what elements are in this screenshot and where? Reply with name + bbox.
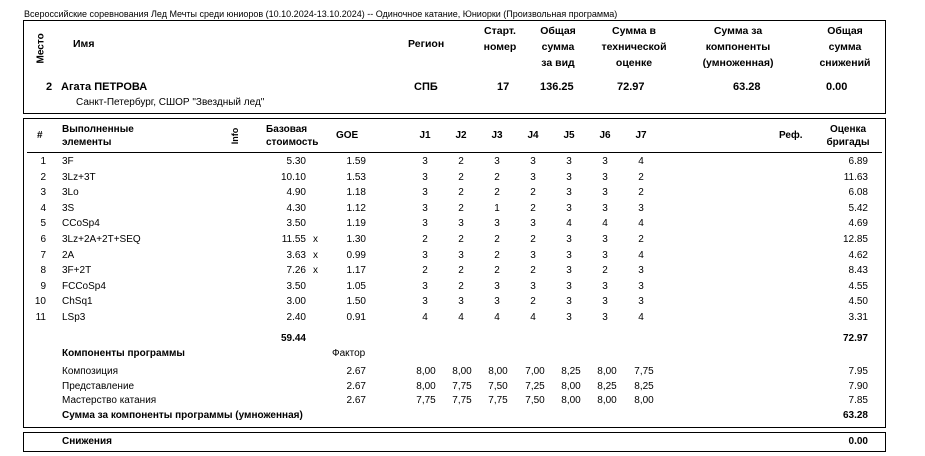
pcs-header: Сумма за компоненты (умноженная)	[702, 25, 774, 69]
element-panel-score: 4.62	[848, 249, 868, 261]
judge-goe-mark: 3	[422, 171, 428, 183]
deductions-header: Общая сумма снижений	[819, 25, 871, 69]
judge-goe-mark: 4	[422, 312, 428, 323]
element-base-value: 5.30	[286, 156, 306, 167]
judge-goe-mark: 3	[602, 156, 608, 167]
element-number: 7	[40, 249, 46, 261]
judge-goe-mark: 3	[494, 218, 500, 230]
component-name: Композиция	[62, 366, 119, 377]
element-panel-score: 4.50	[848, 296, 868, 308]
judge-goe-mark: 2	[638, 187, 644, 199]
goe-header: GOE	[336, 130, 359, 141]
element-panel-score: 3.31	[848, 312, 868, 323]
element-base-value: 3.50	[286, 218, 306, 230]
element-second-half-mark: x	[313, 265, 318, 277]
element-goe: 1.59	[346, 156, 366, 167]
element-number: 11	[35, 312, 46, 323]
judge-goe-mark: 2	[458, 234, 464, 245]
element-number: 1	[40, 156, 46, 167]
element-base-value: 3.00	[286, 296, 306, 308]
judge-goe-mark: 4	[458, 312, 464, 323]
judge-goe-mark: 3	[530, 171, 536, 183]
element-base-value: 4.30	[286, 202, 306, 214]
components-total-value: 63.28	[842, 410, 868, 421]
judge-goe-mark: 3	[494, 156, 500, 167]
component-judge-mark: 8,25	[561, 366, 581, 377]
judge-goe-mark: 3	[602, 202, 608, 214]
component-judge-mark: 7,75	[488, 395, 508, 407]
element-code: 2A	[62, 249, 75, 261]
element-base-value: 4.90	[286, 187, 306, 199]
judge-goe-mark: 3	[602, 234, 608, 245]
judge-goe-mark: 4	[638, 218, 644, 230]
judge-goe-mark: 4	[566, 218, 572, 230]
deductions-value: 0.00	[848, 436, 868, 447]
elements-header-divider	[27, 152, 882, 153]
element-base-value: 7.26	[286, 265, 306, 277]
judge-goe-mark: 2	[602, 265, 608, 277]
name-header: Имя	[73, 38, 95, 50]
element-base-value: 3.63	[286, 249, 306, 261]
judge-goe-mark: 3	[602, 187, 608, 199]
judge-goe-mark: 3	[566, 296, 572, 308]
component-factor: 2.67	[346, 380, 366, 392]
component-judge-mark: 8,25	[634, 380, 654, 392]
judge-header: J5	[563, 130, 575, 141]
judge-goe-mark: 3	[638, 202, 644, 214]
element-panel-score: 11.63	[843, 171, 868, 183]
element-goe: 1.18	[346, 187, 366, 199]
judge-goe-mark: 3	[566, 171, 572, 183]
component-judge-mark: 8,00	[634, 395, 654, 407]
judge-goe-mark: 3	[422, 187, 428, 199]
judge-goe-mark: 2	[530, 265, 536, 277]
component-judge-mark: 7,75	[452, 395, 472, 407]
judge-goe-mark: 2	[638, 234, 644, 245]
element-number: 5	[40, 218, 46, 230]
deductions-label: Снижения	[62, 436, 112, 447]
judge-goe-mark: 2	[458, 156, 464, 167]
judge-goe-mark: 4	[602, 218, 608, 230]
judge-goe-mark: 3	[530, 249, 536, 261]
judge-goe-mark: 3	[566, 234, 572, 245]
factor-label: Фактор	[332, 348, 366, 359]
component-judge-mark: 7,75	[416, 395, 436, 407]
judge-goe-mark: 2	[494, 187, 500, 199]
referee-header: Реф.	[779, 130, 803, 141]
element-number: 4	[40, 202, 46, 214]
judge-goe-mark: 3	[458, 218, 464, 230]
element-number: 3	[40, 187, 46, 199]
judge-goe-mark: 3	[422, 202, 428, 214]
element-panel-score: 6.08	[848, 187, 868, 199]
element-base-value: 10.10	[280, 171, 306, 183]
element-goe: 1.50	[346, 296, 366, 308]
element-base-value: 11.55	[281, 234, 306, 245]
element-goe: 1.53	[346, 171, 366, 183]
judge-goe-mark: 3	[422, 218, 428, 230]
component-judge-mark: 8,00	[416, 380, 436, 392]
component-score: 7.95	[848, 366, 868, 377]
judge-goe-mark: 2	[458, 265, 464, 277]
panel-score-header: Оценка бригады	[826, 124, 870, 148]
element-code: FCCoSp4	[62, 280, 106, 292]
component-judge-mark: 7,00	[525, 366, 545, 377]
judge-goe-mark: 4	[494, 312, 500, 323]
skater-place: 2	[46, 81, 53, 93]
judge-goe-mark: 3	[566, 265, 572, 277]
judge-header: J6	[599, 130, 611, 141]
judge-goe-mark: 3	[566, 187, 572, 199]
judge-header: J7	[635, 130, 647, 141]
judge-goe-mark: 3	[602, 296, 608, 308]
skater-deductions: 0.00	[826, 81, 848, 93]
component-judge-mark: 7,50	[488, 380, 508, 392]
element-panel-score: 4.55	[848, 280, 868, 292]
element-goe: 1.30	[346, 234, 366, 245]
element-panel-score: 8.43	[848, 265, 868, 277]
judge-goe-mark: 3	[566, 156, 572, 167]
event-title: Всероссийские соревнования Лед Мечты среди юниоров (10.10.2024-13.10.2024) -- Одиночное катание, Юниорки (Произвольная программа)	[24, 9, 618, 19]
judge-header: J1	[419, 130, 431, 141]
place-header: Место	[35, 33, 47, 64]
judge-goe-mark: 3	[638, 280, 644, 292]
component-judge-mark: 7,25	[525, 380, 545, 392]
judge-goe-mark: 2	[530, 187, 536, 199]
judge-goe-mark: 2	[422, 265, 428, 277]
component-name: Представление	[62, 380, 135, 392]
component-score: 7.85	[848, 395, 868, 407]
element-panel-score: 6.89	[848, 156, 868, 167]
start-no-header: Старт. номер	[483, 25, 517, 53]
judge-goe-mark: 2	[530, 234, 536, 245]
region-header: Регион	[408, 38, 445, 50]
element-number: 10	[34, 296, 46, 308]
element-second-half-mark: x	[313, 249, 318, 261]
elements-header: Выполненные элементы	[62, 124, 134, 148]
judge-goe-mark: 3	[530, 280, 536, 292]
element-code: LSp3	[62, 312, 86, 323]
component-factor: 2.67	[346, 366, 366, 377]
skater-start-no: 17	[497, 81, 510, 93]
element-base-value: 3.50	[286, 280, 306, 292]
element-goe: 1.19	[346, 218, 366, 230]
deductions-box	[23, 432, 886, 452]
element-code: 3F+2T	[62, 265, 92, 277]
component-judge-mark: 8,00	[488, 366, 508, 377]
components-total-label: Сумма за компоненты программы (умноженная)	[62, 410, 303, 421]
judge-goe-mark: 3	[458, 249, 464, 261]
judge-goe-mark: 3	[422, 296, 428, 308]
element-code: 3Lo	[62, 187, 79, 199]
element-number: 9	[40, 280, 46, 292]
component-judge-mark: 8,00	[597, 366, 617, 377]
base-value-header: Базовая стоимость	[266, 124, 319, 148]
component-judge-mark: 8,00	[452, 366, 472, 377]
component-judge-mark: 8,00	[561, 380, 581, 392]
skater-name: Агата ПЕТРОВА	[61, 81, 148, 93]
component-judge-mark: 7,75	[452, 380, 472, 392]
component-score: 7.90	[848, 380, 868, 392]
elements-total-score: 72.97	[842, 333, 868, 344]
total-header: Общая сумма за вид	[540, 25, 576, 69]
judge-goe-mark: 3	[530, 156, 536, 167]
judge-goe-mark: 3	[566, 280, 572, 292]
element-number: 6	[40, 234, 46, 245]
judge-goe-mark: 4	[638, 156, 644, 167]
judge-goe-mark: 2	[530, 202, 536, 214]
judge-goe-mark: 2	[458, 187, 464, 199]
element-base-value: 2.40	[286, 312, 306, 323]
judge-goe-mark: 3	[602, 312, 608, 323]
judge-goe-mark: 3	[566, 202, 572, 214]
judge-goe-mark: 3	[602, 249, 608, 261]
judge-goe-mark: 4	[530, 312, 536, 323]
judge-goe-mark: 2	[458, 202, 464, 214]
judge-goe-mark: 3	[530, 218, 536, 230]
components-title: Компоненты программы	[62, 348, 185, 359]
judge-goe-mark: 3	[458, 296, 464, 308]
judge-header: J4	[527, 130, 539, 141]
element-panel-score: 4.69	[848, 218, 868, 230]
skater-club: Санкт-Петербург, СШОР "Звездный лед"	[76, 97, 265, 108]
element-second-half-mark: x	[313, 234, 318, 245]
element-code: 3Lz+2A+2T+SEQ	[62, 234, 141, 245]
element-number: 2	[40, 171, 46, 183]
judge-header: J2	[455, 130, 467, 141]
judge-goe-mark: 3	[566, 312, 572, 323]
component-judge-mark: 7,75	[634, 366, 654, 377]
skater-total: 136.25	[540, 81, 574, 93]
component-judge-mark: 8,00	[597, 395, 617, 407]
tes-header: Сумма в технической оценке	[601, 25, 667, 69]
elements-total-base: 59.44	[280, 333, 306, 344]
element-goe: 0.99	[346, 249, 366, 261]
judge-goe-mark: 2	[530, 296, 536, 308]
component-judge-mark: 7,50	[525, 395, 545, 407]
judge-goe-mark: 3	[422, 156, 428, 167]
judge-goe-mark: 3	[602, 171, 608, 183]
judge-goe-mark: 2	[494, 234, 500, 245]
judge-goe-mark: 3	[422, 249, 428, 261]
judge-goe-mark: 2	[494, 171, 500, 183]
component-judge-mark: 8,00	[416, 366, 436, 377]
element-panel-score: 5.42	[848, 202, 868, 214]
element-code: 3Lz+3T	[62, 171, 96, 183]
info-header: Info	[230, 127, 240, 145]
component-judge-mark: 8,00	[561, 395, 581, 407]
judge-goe-mark: 2	[458, 171, 464, 183]
judge-goe-mark: 2	[638, 171, 644, 183]
judge-header: J3	[491, 130, 503, 141]
num-header: #	[37, 130, 43, 141]
component-name: Мастерство катания	[62, 395, 157, 407]
judge-goe-mark: 2	[458, 280, 464, 292]
component-judge-mark: 8,25	[597, 380, 617, 392]
judge-goe-mark: 3	[602, 280, 608, 292]
judge-goe-mark: 2	[422, 234, 428, 245]
element-panel-score: 12.85	[842, 234, 868, 245]
judge-goe-mark: 4	[638, 312, 644, 323]
component-factor: 2.67	[346, 395, 366, 407]
element-goe: 1.17	[346, 265, 366, 277]
element-code: ChSq1	[62, 296, 93, 308]
element-goe: 1.12	[346, 202, 366, 214]
element-goe: 1.05	[346, 280, 366, 292]
judge-goe-mark: 2	[494, 249, 500, 261]
element-code: 3S	[62, 202, 75, 214]
element-goe: 0.91	[346, 312, 366, 323]
judge-goe-mark: 3	[494, 280, 500, 292]
element-number: 8	[40, 265, 46, 277]
judge-goe-mark: 3	[638, 265, 644, 277]
judge-goe-mark: 1	[494, 202, 500, 214]
judge-goe-mark: 4	[638, 249, 644, 261]
skater-tes: 72.97	[617, 81, 645, 93]
judge-goe-mark: 3	[638, 296, 644, 308]
skater-region: СПБ	[414, 81, 438, 93]
judge-goe-mark: 2	[494, 265, 500, 277]
judge-goe-mark: 3	[566, 249, 572, 261]
skater-pcs: 63.28	[733, 81, 761, 93]
element-code: CCoSp4	[62, 218, 100, 230]
element-code: 3F	[62, 156, 74, 167]
judge-goe-mark: 3	[494, 296, 500, 308]
judge-goe-mark: 3	[422, 280, 428, 292]
